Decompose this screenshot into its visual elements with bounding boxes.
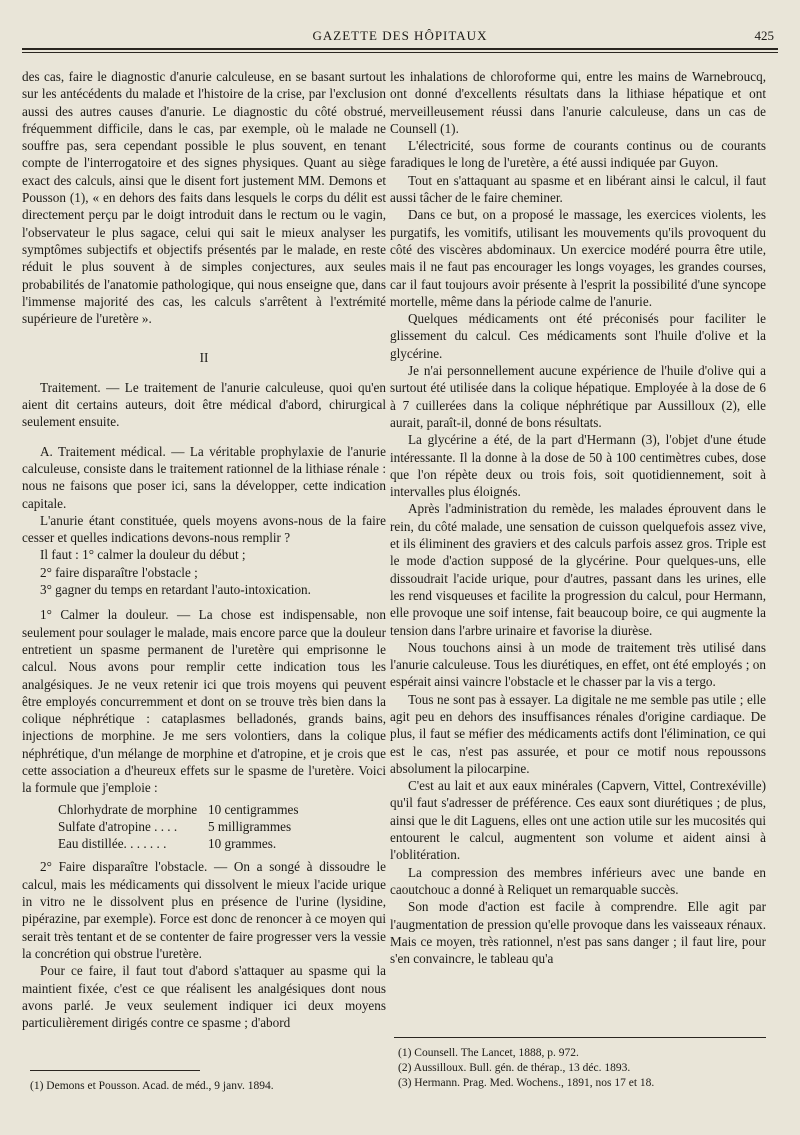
header-rule-thick [22,48,778,50]
paragraph: La compression des membres inférieurs avec une bande en caoutchouc a donné à Reliquet un remarquable succès. [390,864,766,897]
ingredient-name: Sulfate d'atropine . . . . [58,818,178,834]
footnote-rule [30,1070,200,1071]
footnote: (2) Aussilloux. Bull. gén. de thérap., 13 déc. 1893. [398,1062,631,1074]
formula-row [58,818,386,835]
right-column [390,68,766,967]
ingredient-name: Chlorhydrate de morphine [58,801,198,817]
paragraph: Après l'administration du remède, les malades éprouvent dans le rein, du côté malade, une sensation de cuisson quelquefois assez vive, et ils éliminent des graviers et des calculs parfois assez gros. Triple est le mode d'action supposé de la glycérine. Pour quelques-uns, elle dissoudrait l'acide urique, pour d'autres, passant dans les urines, elle les rend visqueuses et facilite la progression du calcul, pour Hermann, elle provoque une soif intense, fait beaucoup boire, ce qui augmente la tension dans l'arbre urinaire et favorise la diurèse. [390,501,766,638]
paragraph: Traitement. — Le traitement de l'anurie calculeuse, quoi qu'en aient dit certains auteurs, doit être médical d'abord, chirurgical seulement ensuite. [22,379,386,430]
page-number: 425 [754,28,774,43]
list-item: Il faut : 1° calmer la douleur du début ; [40,547,246,563]
ingredient-dose: 10 grammes. [208,836,277,852]
footnotes [398,1046,768,1091]
paragraph: L'anurie étant constituée, quels moyens avons-nous de la faire cesser et quelles indications devons-nous remplir ? [22,512,386,546]
paragraph: les inhalations de chloroforme qui, entre les mains de Warnebroucq, ont donné d'excellents résultats dans la lithiase hépatique et ont merveilleusement réussi dans l'anurie calculeuse, dans un cas de Counsell (1). [390,69,766,136]
prescription-formula [58,801,386,853]
footnote-rule [394,1037,766,1038]
list-item: 2° faire disparaître l'obstacle ; [40,564,198,580]
paragraph: Pour ce faire, il faut tout d'abord s'attaquer au spasme qui la maintient fixée, c'est ce que réalisent les analgésiques dont nous avons parlé. Je veux seulement indiquer ici deux moyens particulièrement dirigés contre ce spasme ; d'abord [22,963,386,1031]
paragraph: des cas, faire le diagnostic d'anurie calculeuse, en se basant surtout sur les antécédents du malade et l'histoire de la crise, par l'exclusion aussi des autres causes d'anurie. Le diagnostic du côté obstrué, fréquemment difficile, dans le cas, par exemple, où le malade ne souffre pas, sera cependant possible le plus souvent, en tenant compte de l'interrogatoire et des signes physiques. Quant au siège exact des calculs, ainsi que le disent fort justement MM. Demons et Pousson (1), « en dehors des faits dans lesquels le corps du délit est directement perçu par le doigt introduit dans le rectum ou le vagin, l'observateur le plus sagace, celui qui sait le mieux analyser les symptômes subjectifs et objectifs présentés par le malade, en reste réduit le plus souvent à de simples conjectures, aux seules probabilités de l'anatomie pathologique, qui nous enseigne que, dans l'immense majorité des cas, les calculs s'arrêtent à l'extrémité supérieure de l'uretère ». [22,69,386,327]
paragraph: 1° Calmer la douleur. — La chose est indispensable, non seulement pour soulager le malade, mais encore parce que la douleur entretient un spasme permanent de l'uretère qui emprisonne le calcul. Nous avons pour remplir cette indication tous les analgésiques. Je ne veux retenir ici que trois moyens qui peuvent être employés concurremment et dont on se trouve très bien dans la colique néphrétique : cataplasmes belladonés, grands bains, injections de morphine. Je me sers volontiers, dans la colique néphrétique, d'un mélange de morphine et d'atropine, et je crois que cette association a d'heureux effets sur le spasme de l'uretère. Voici la formule que j'emploie : [22,607,386,796]
list-item: 3° gagner du temps en retardant l'auto-intoxication. [40,582,311,598]
footnote: (3) Hermann. Prag. Med. Wochens., 1891, nos 17 et 18. [398,1077,655,1089]
formula-row [58,801,386,818]
paragraph: L'électricité, sous forme de courants continus ou de courants faradiques le long de l'uretère, a été aussi indiquée par Guyon. [390,138,766,171]
section-number: II [199,350,209,366]
paragraph: C'est au lait et aux eaux minérales (Capvern, Vittel, Contrexéville) qu'il faut s'adresser de préférence. Ces eaux sont diurétiques ; de plus, ainsi que le dit Laguens, elles ont une action utile sur les mucosités qui entourent le calcul, augmentent son volume et aident ainsi à l'oblitération. [390,778,766,863]
formula-row [58,835,386,852]
header-rule-thin [22,52,778,53]
paragraph: Nous touchons ainsi à un mode de traitement très utilisé dans l'anurie calculeuse. Tous les diurétiques, en effet, ont été employés ; on espérait ainsi vaincre l'obstacle et le chasser par la vis a tergo. [390,639,766,690]
ingredient-dose: 5 milligrammes [208,818,292,834]
paragraph: Dans ce but, on a proposé le massage, les exercices violents, les purgatifs, les vomitifs, utilisant les mouvements qu'ils provoquent du côté des viscères abdominaux. Un exercice modéré pourra être utile, mais il ne faut pas encourager les longs voyages, les grandes courses, car il faut toujours avoir présente à l'esprit la possibilité d'une syncope mortelle, même dans la période calme de l'anurie. [390,207,766,309]
journal-title: GAZETTE DES HÔPITAUX [312,28,488,43]
left-column [22,68,386,1031]
paragraph: Tout en s'attaquant au spasme et en libérant ainsi le calcul, il faut aussi tâcher de le faire cheminer. [390,172,766,206]
paragraph: 2° Faire disparaître l'obstacle. — On a songé à dissoudre le calcul, mais les médicaments qui dissolvent le mieux l'acide urique in vitro ne le dissolvent plus en présence de l'urine (lysidine, pipérazine, par exemple). Force est donc de renoncer à ce moyen qui serait très tentant et de se contenter de faire progresser vers la vessie la concrétion qui obstrue l'uretère. [22,859,386,961]
footnote: (1) Counsell. The Lancet, 1888, p. 972. [398,1047,579,1059]
paragraph: Son mode d'action est facile à comprendre. Elle agit par l'augmentation de pression qu'elle provoque dans les vaisseaux rénaux. Mais ce moyen, très rationnel, n'est pas sans danger ; il faut lire, pour s'en convaincre, le tableau qu'a [390,899,766,967]
paragraph: A. Traitement médical. — La véritable prophylaxie de l'anurie calculeuse, consiste dans le traitement rationnel de la lithiase rénale : nous ne faisons que poser ici, sans la développer, cette indication capitale. [22,443,386,511]
ingredient-dose: 10 centigrammes [208,801,299,817]
paragraph: Quelques médicaments ont été préconisés pour faciliter le glissement du calcul. Ces médicaments sont l'huile d'olive et la glycérine. [390,311,766,361]
paragraph: Tous ne sont pas à essayer. La digitale ne me semble pas utile ; elle agit peu en dehors des insuffisances rénales d'origine cardiaque. De plus, il faut se méfier des médicaments actifs dont l'élimination, ce qui est le cas, n'est pas assurée, et pour ce motif nous repoussons absolument la pilocarpine. [390,691,766,776]
paragraph: La glycérine a été, de la part d'Hermann (3), l'objet d'une étude intéressante. Il la donne à la dose de 50 à 100 centimètres cubes, dose que l'on répète deux ou trois fois, soit quotidiennement, soit à intervalles plus éloignés. [390,432,766,500]
paragraph: Je n'ai personnellement aucune expérience de l'huile d'olive qui a surtout été utilisée dans la colique hépatique. Employée à la dose de 6 à 7 cuillerées dans la colique néphrétique par Aussilloux (2), elle aurait, paraît-il, donné de bons résultats. [390,363,766,430]
page-header [0,28,800,48]
ingredient-name: Eau distillée. . . . . . . [58,836,167,852]
footnote: (1) Demons et Pousson. Acad. de méd., 9 janv. 1894. [30,1080,274,1092]
